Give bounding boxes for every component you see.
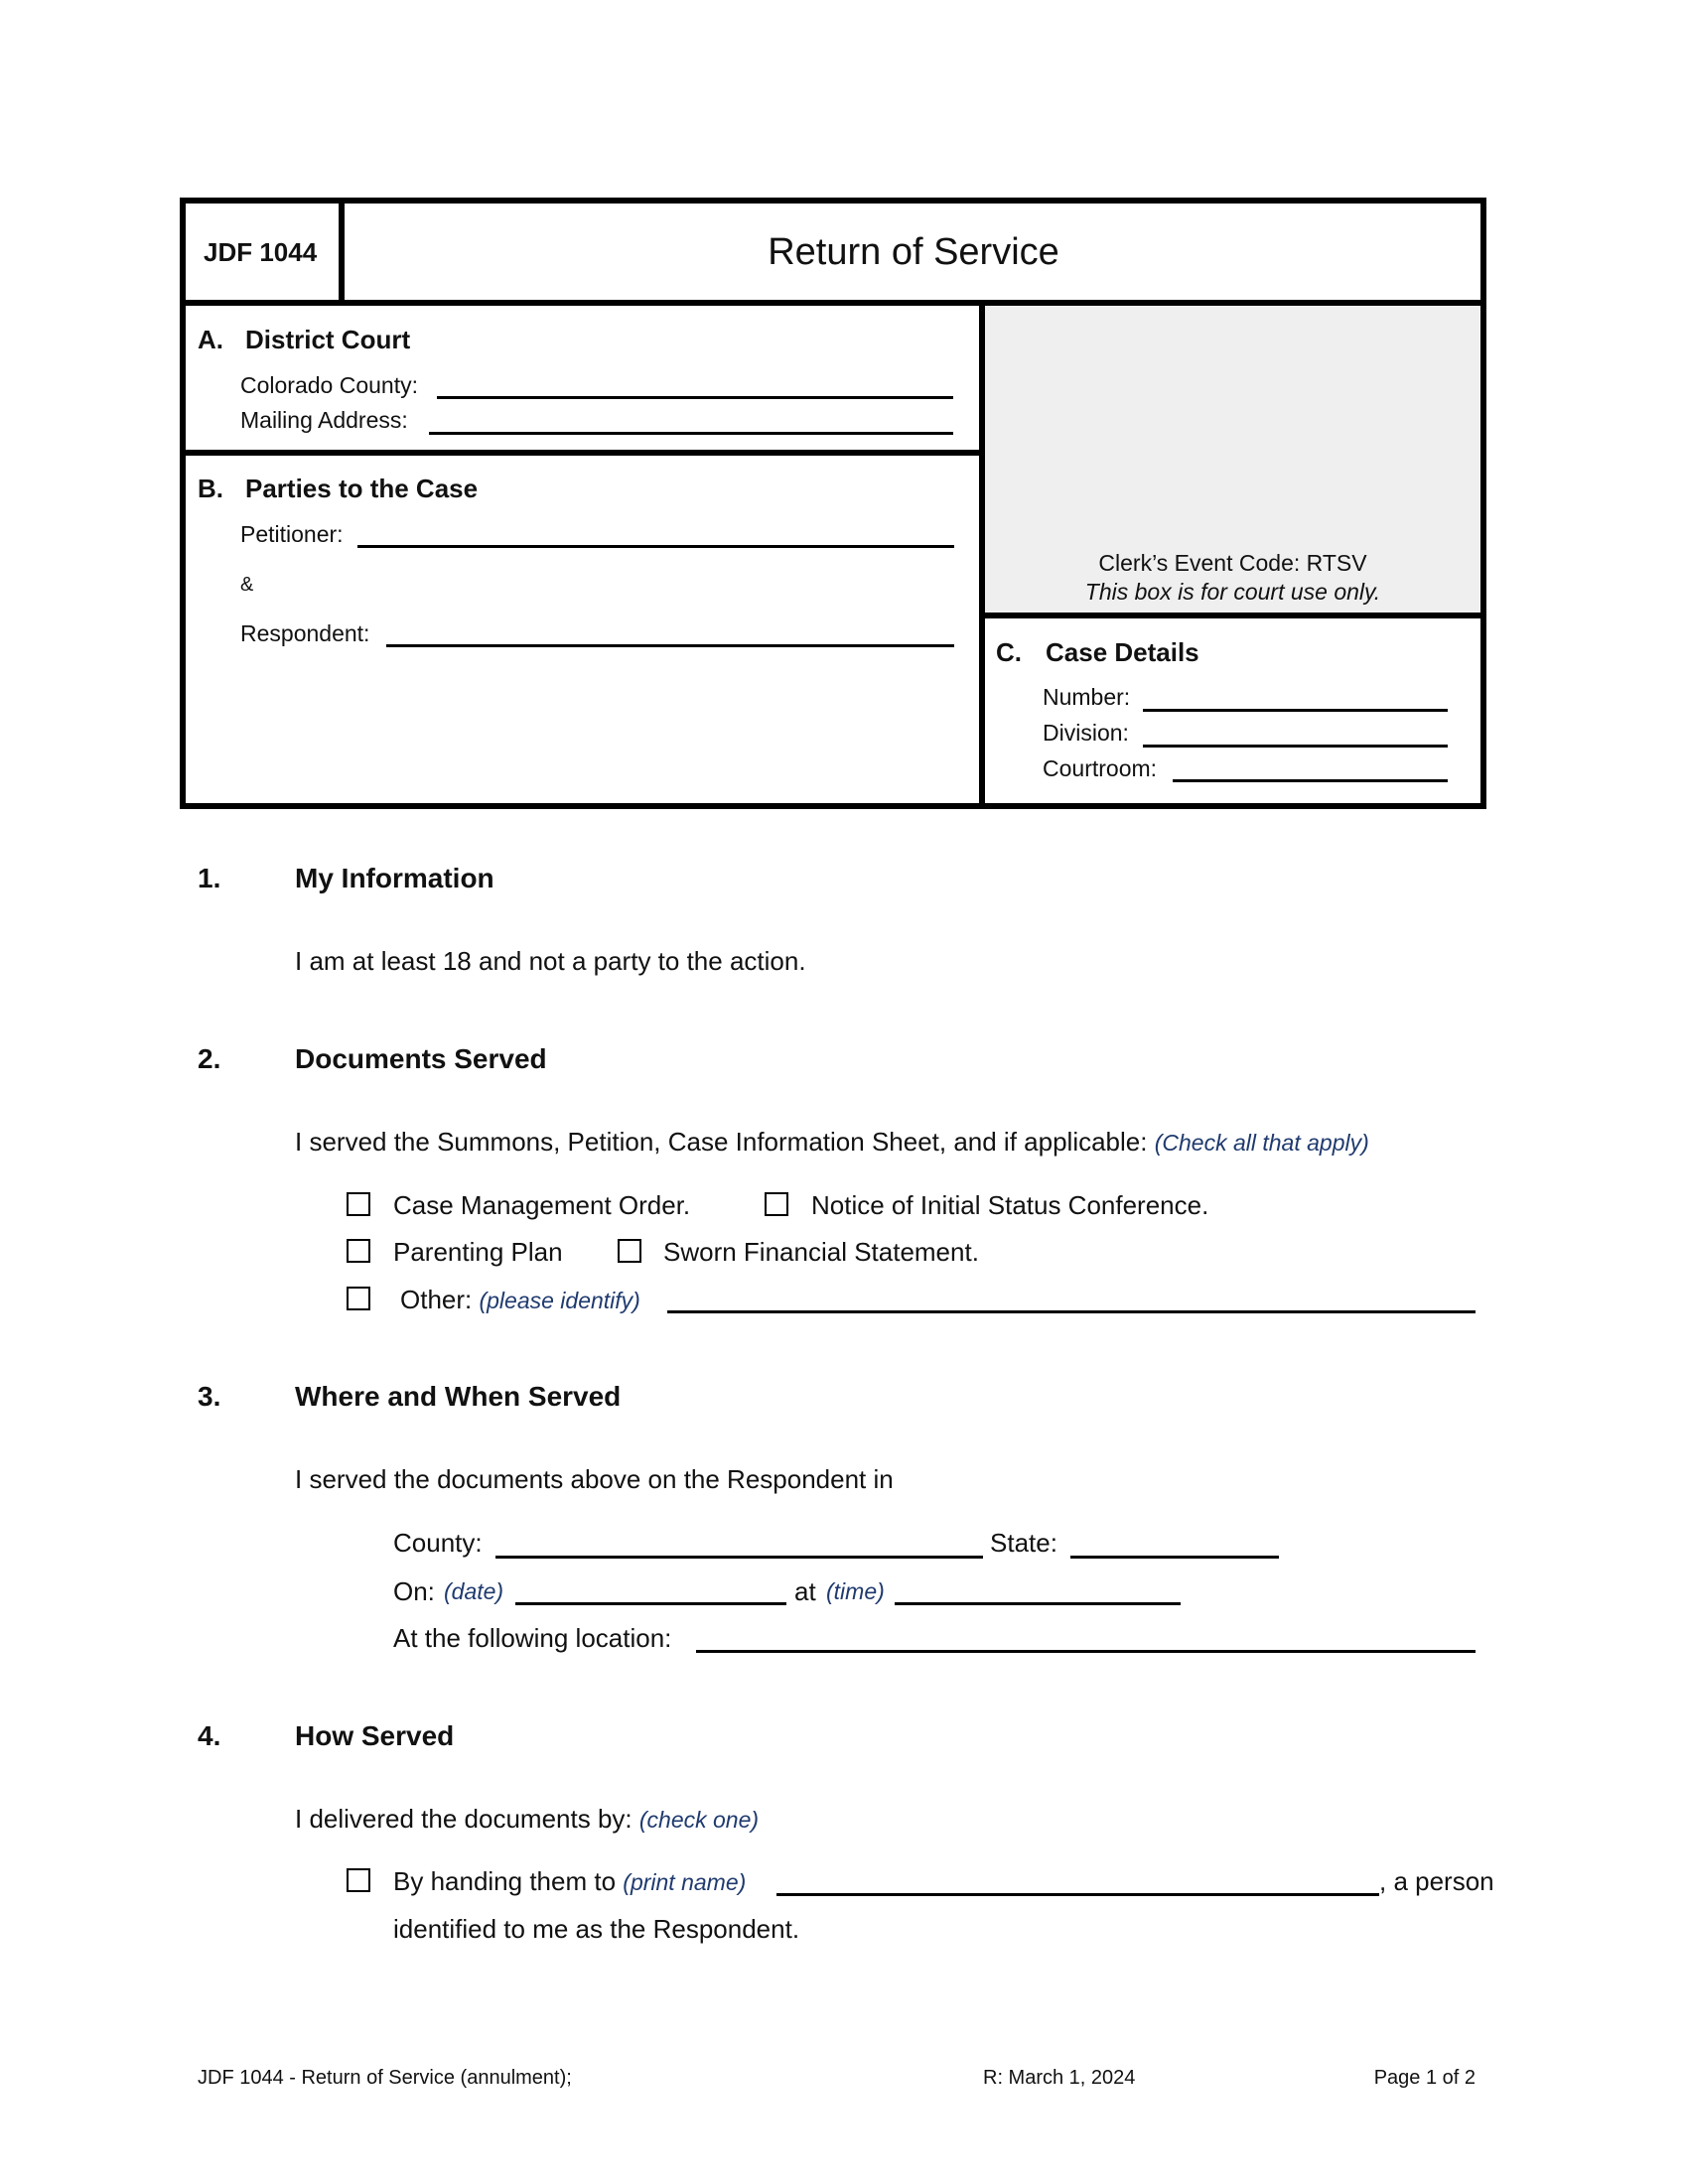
courtroom-label: Courtroom: [1043, 755, 1158, 781]
county-label: Colorado County: [240, 372, 418, 398]
checkbox-sworn-financial-statement[interactable] [618, 1239, 641, 1263]
date-input[interactable] [515, 1602, 786, 1605]
section-1-number: 1. [198, 863, 221, 893]
location-label: At the following location: [393, 1623, 672, 1653]
section-2-number: 2. [198, 1043, 221, 1074]
section-4-text [295, 1806, 759, 1832]
check-one-hint: (check one) [638, 1807, 760, 1833]
section-1-text: I am at least 18 and not a party to the action. [295, 946, 806, 976]
section-2-instruction: I served the Summons, Petition, Case Information Sheet, and if applicable: [295, 1127, 1148, 1157]
section-a-title: District Court [245, 325, 411, 354]
section-b-title: Parties to the Case [245, 474, 479, 503]
county-served-input[interactable] [495, 1556, 983, 1559]
divider [180, 450, 982, 456]
section-b-letter: B. [198, 474, 223, 503]
form-id: JDF 1044 [204, 237, 318, 267]
state-label: State: [990, 1528, 1057, 1558]
section-3-text: I served the documents above on the Respondent in [295, 1464, 894, 1494]
checkbox-hand-delivery[interactable] [347, 1868, 370, 1892]
mailing-address-input[interactable] [429, 432, 953, 435]
date-hint: (date) [444, 1578, 504, 1604]
recipient-name-input[interactable] [776, 1893, 1379, 1896]
section-4-number: 4. [198, 1720, 221, 1751]
time-hint: (time) [826, 1578, 885, 1604]
location-input[interactable] [696, 1650, 1476, 1653]
county-served-label: County: [393, 1528, 483, 1558]
checkbox-other[interactable] [347, 1287, 370, 1310]
divider [979, 613, 1486, 618]
checkbox-parenting-plan[interactable] [347, 1239, 370, 1263]
footer-page-number: Page 1 of 2 [1373, 2067, 1476, 2089]
section-3-title: Where and When Served [295, 1381, 622, 1412]
option-suffix: , a person [1379, 1866, 1494, 1896]
section-c-letter: C. [996, 637, 1022, 667]
print-name-hint: (print name) [623, 1869, 747, 1895]
respondent-input[interactable] [386, 644, 954, 647]
case-number-input[interactable] [1143, 709, 1448, 712]
courtroom-input[interactable] [1173, 779, 1448, 782]
checkbox-case-management-order[interactable] [347, 1192, 370, 1216]
section-c-title: Case Details [1046, 637, 1199, 667]
check-all-hint: (Check all that apply) [1154, 1130, 1369, 1156]
option-label: Case Management Order. [393, 1190, 691, 1220]
county-input[interactable] [437, 396, 953, 399]
time-input[interactable] [895, 1602, 1181, 1605]
petitioner-input[interactable] [357, 545, 954, 548]
section-3-number: 3. [198, 1381, 221, 1412]
section-4-instruction: I delivered the documents by: [295, 1804, 633, 1834]
other-input[interactable] [667, 1310, 1476, 1313]
division-label: Division: [1043, 720, 1129, 746]
please-identify-hint: (please identify) [479, 1288, 640, 1313]
option-label: Other: [400, 1285, 473, 1314]
footer-form-name: JDF 1044 - Return of Service (annulment); [198, 2067, 572, 2089]
section-a-letter: A. [198, 325, 223, 354]
petitioner-label: Petitioner: [240, 521, 344, 547]
option-line2: identified to me as the Respondent. [393, 1914, 800, 1944]
section-2-text [295, 1129, 1369, 1155]
at-label: at [794, 1576, 816, 1606]
on-label: On: [393, 1576, 435, 1606]
mailing-address-label: Mailing Address: [240, 407, 408, 433]
page-title: Return of Service [768, 231, 1059, 273]
division-input[interactable] [1143, 745, 1448, 748]
court-use-note: This box is for court use only. [1084, 579, 1381, 605]
hand-delivery-option [393, 1868, 746, 1894]
section-2-title: Documents Served [295, 1043, 547, 1074]
option-label: Parenting Plan [393, 1237, 563, 1267]
section-4-title: How Served [295, 1720, 455, 1751]
respondent-label: Respondent: [240, 620, 370, 646]
clerk-event-code: Clerk’s Event Code: RTSV [1098, 550, 1367, 576]
footer-revision-date: R: March 1, 2024 [983, 2067, 1136, 2089]
state-input[interactable] [1070, 1556, 1279, 1559]
section-1-title: My Information [295, 863, 494, 893]
ampersand: & [240, 574, 254, 596]
option-label: Notice of Initial Status Conference. [811, 1190, 1209, 1220]
other-option [400, 1287, 640, 1312]
checkbox-notice-initial-status-conference[interactable] [765, 1192, 788, 1216]
case-number-label: Number: [1043, 684, 1131, 710]
option-label: By handing them to [393, 1866, 617, 1896]
option-label: Sworn Financial Statement. [663, 1237, 979, 1267]
